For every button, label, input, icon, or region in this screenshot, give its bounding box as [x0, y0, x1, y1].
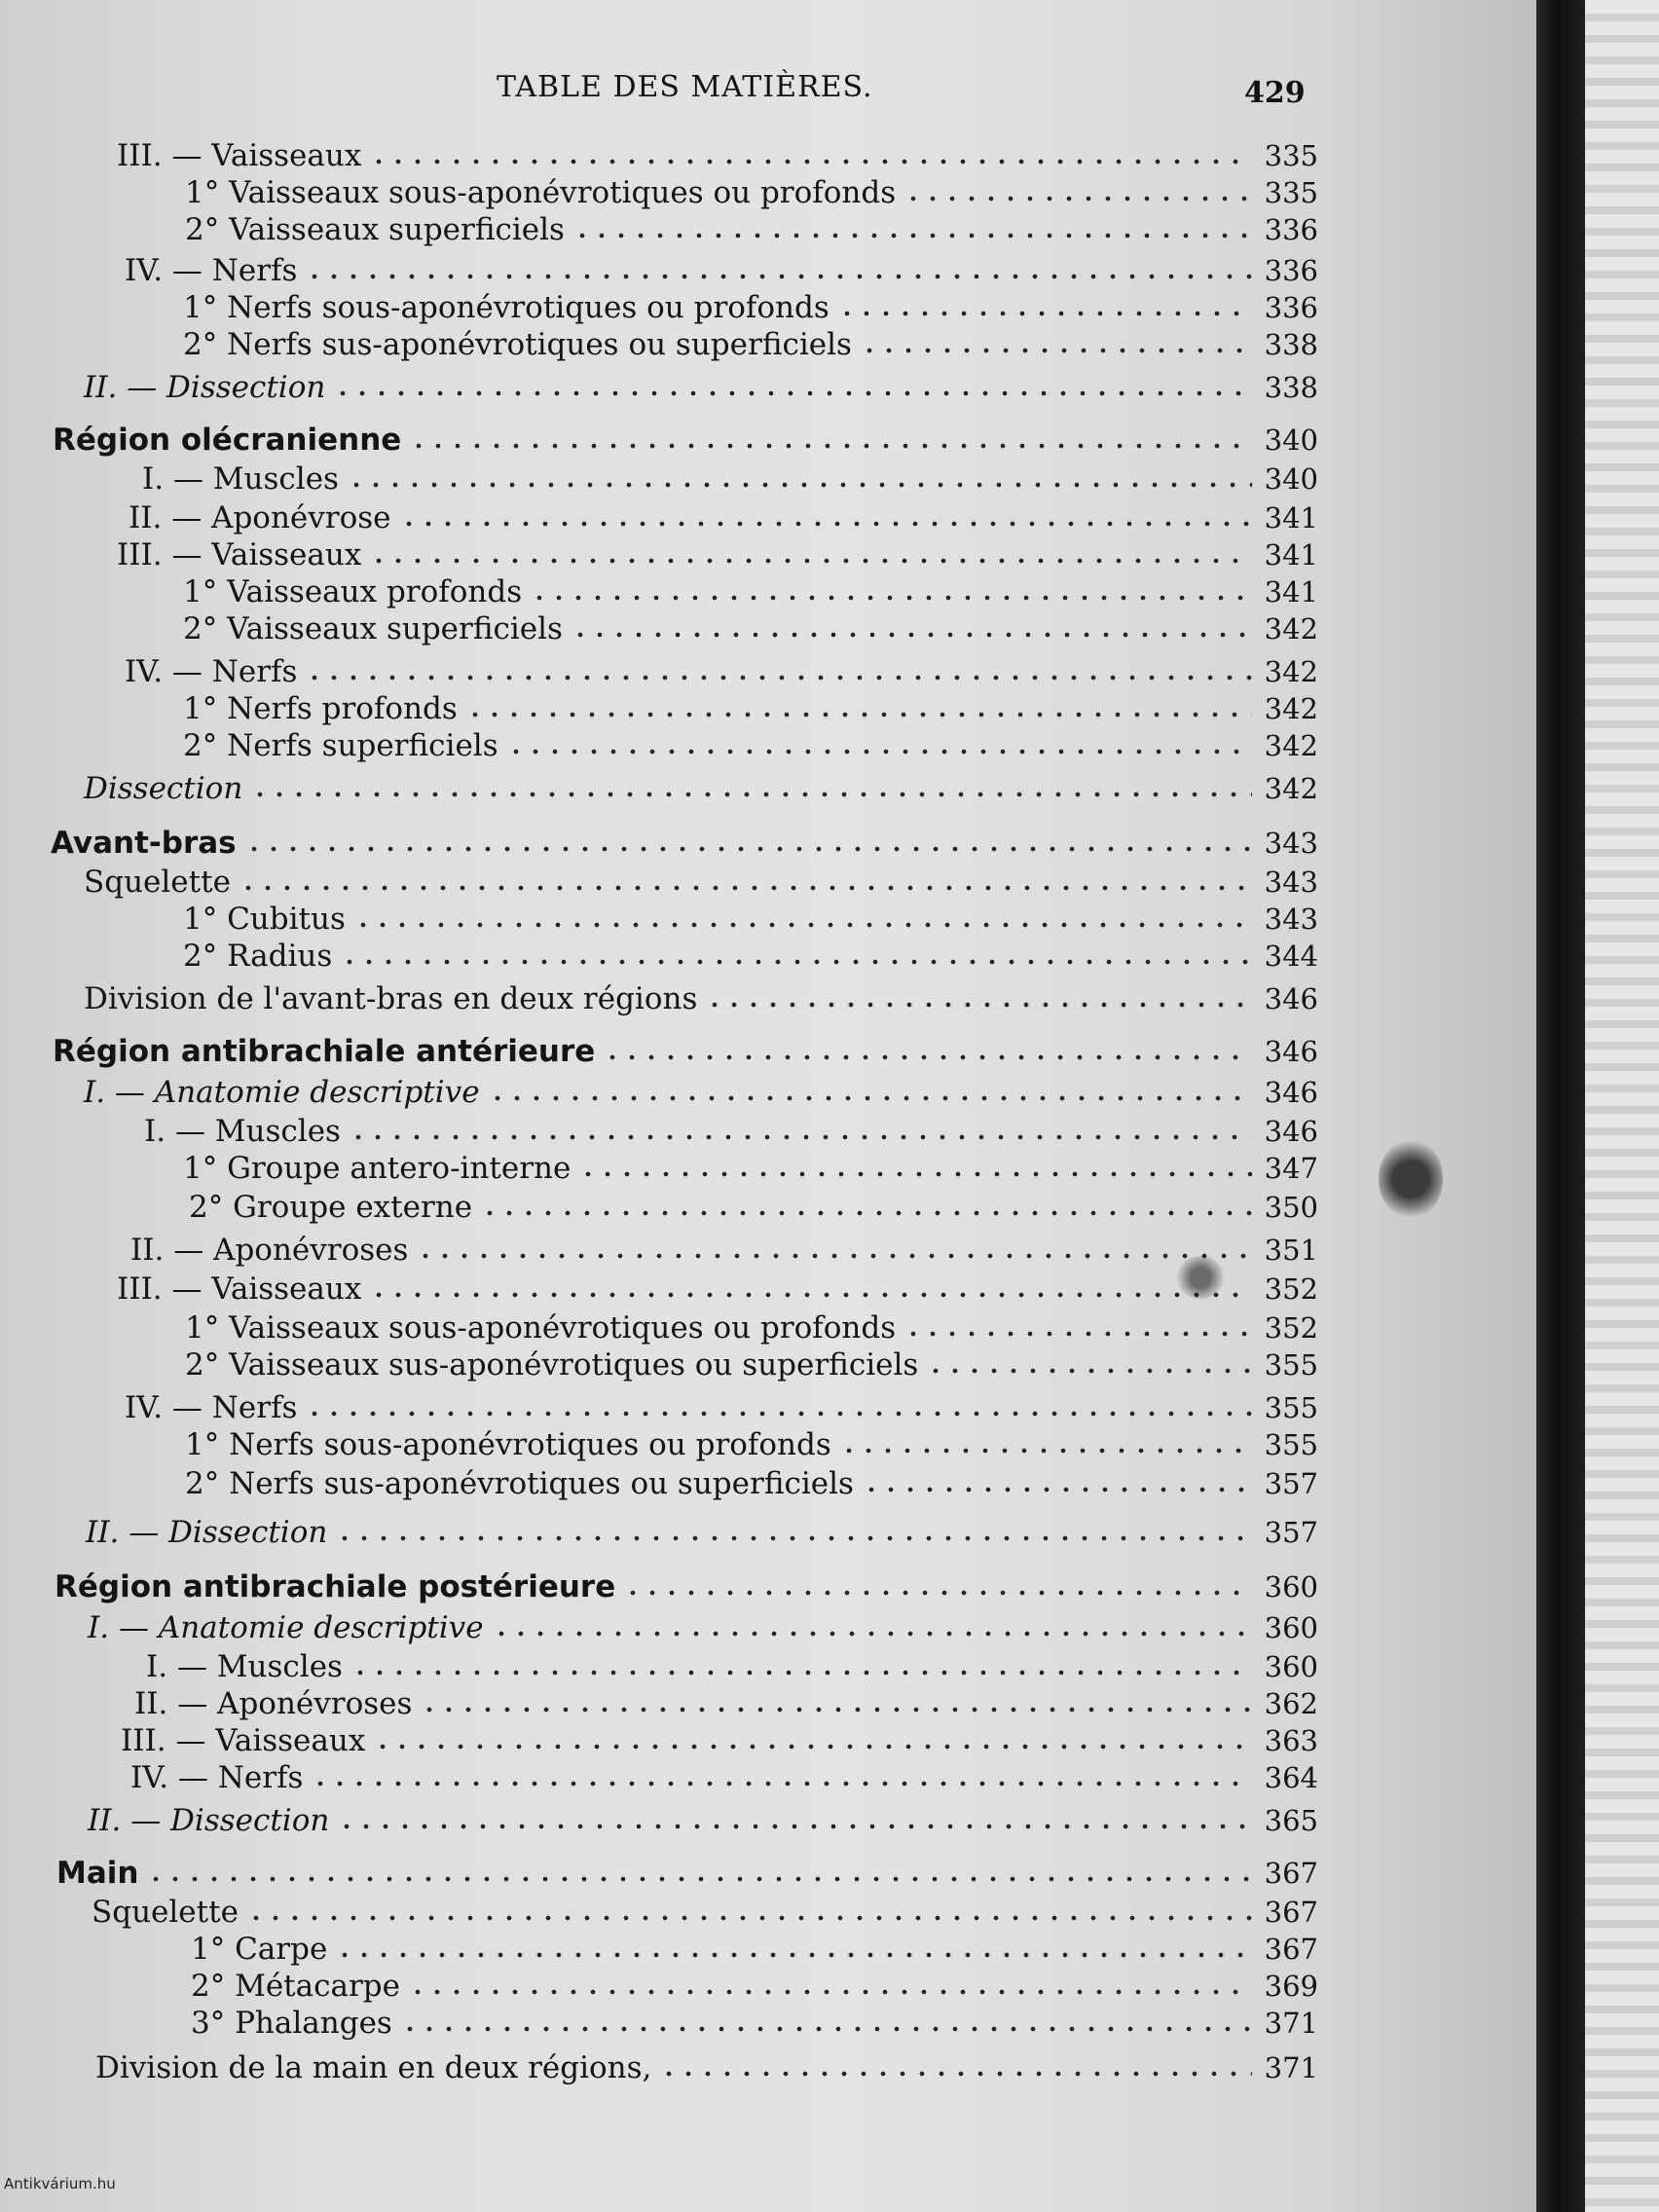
toc-entry: [183, 606, 1318, 646]
toc-entry: [121, 1717, 1318, 1758]
toc-entry-label: II. — Dissection: [86, 1515, 328, 1550]
toc-entry-page: 367: [1264, 1933, 1318, 1966]
toc-entry: [95, 2045, 1318, 2085]
dot-leader: [146, 1876, 1252, 1882]
dot-leader: [603, 1054, 1252, 1060]
running-title: TABLE DES MATIÈRES.: [497, 70, 873, 104]
dot-leader: [305, 675, 1252, 681]
dot-leader: [480, 1210, 1252, 1216]
toc-entry: [183, 284, 1318, 325]
toc-entry-label: 1° Vaisseaux sous-aponévrotiques ou profonds: [185, 1310, 897, 1346]
toc-entry-page: 346: [1264, 1035, 1318, 1068]
toc-entry-page: 371: [1264, 2007, 1318, 2040]
dot-leader: [373, 1744, 1252, 1750]
dot-leader: [349, 1134, 1252, 1140]
toc-entry-label: 2° Nerfs sus-aponévrotiques ou superficiels: [183, 327, 852, 362]
toc-entry-label: Division de la main en deux régions,: [95, 2050, 652, 2085]
toc-entry-page: 365: [1264, 1804, 1318, 1837]
dot-leader: [350, 1670, 1252, 1676]
dot-leader: [305, 274, 1252, 279]
toc-entry: [92, 1889, 1318, 1930]
dot-leader: [860, 348, 1252, 353]
toc-entry-page: 367: [1264, 1857, 1318, 1890]
toc-entry-page: 363: [1264, 1724, 1318, 1757]
toc-entry-page: 355: [1264, 1428, 1318, 1461]
toc-entry: [117, 132, 1318, 173]
toc-entry-page: 346: [1264, 1076, 1318, 1109]
toc-entry-page: 342: [1264, 772, 1318, 805]
toc-entry-page: 338: [1264, 328, 1318, 361]
toc-entry-label: 1° Vaisseaux sous-aponévrotiques ou profonds: [185, 175, 897, 210]
toc-entry: [88, 1797, 1318, 1838]
toc-entry-page: 343: [1264, 827, 1318, 860]
toc-entry: [117, 1266, 1318, 1307]
dot-leader: [488, 1095, 1252, 1101]
dot-leader: [837, 311, 1252, 316]
toc-entry-label: 1° Vaisseaux profonds: [183, 574, 523, 609]
toc-entry-page: 342: [1264, 612, 1318, 645]
dot-leader: [578, 1171, 1252, 1177]
toc-entry-page: 336: [1264, 291, 1318, 324]
toc-entry: [183, 1145, 1318, 1186]
dot-leader: [337, 1824, 1252, 1829]
toc-entry-page: 357: [1264, 1516, 1318, 1549]
dot-leader: [369, 1292, 1252, 1298]
toc-entry: [185, 1421, 1318, 1462]
toc-entry-page: 355: [1264, 1391, 1318, 1424]
toc-entry-label: Région antibrachiale antérieure: [53, 1034, 596, 1069]
dot-leader: [333, 390, 1252, 396]
toc-entry-page: 352: [1264, 1272, 1318, 1306]
toc-entry: [183, 685, 1318, 726]
toc-entry-page: 371: [1264, 2051, 1318, 2084]
dot-leader: [926, 1368, 1252, 1374]
toc-entry-label: Division de l'avant-bras en deux régions: [84, 981, 698, 1016]
toc-entry-label: IV. — Nerfs: [125, 253, 298, 288]
toc-entry-label: 1° Nerfs sous-aponévrotiques ou profonds: [185, 1427, 831, 1462]
toc-entry-page: 338: [1264, 371, 1318, 404]
toc-entry-label: IV. — Nerfs: [125, 1390, 298, 1425]
toc-entry: [191, 2000, 1318, 2041]
toc-entry: [53, 417, 1318, 458]
toc-entry-label: 2° Nerfs superficiels: [183, 728, 498, 763]
dot-leader: [506, 749, 1252, 755]
toc-entry-label: II. — Aponévroses: [134, 1686, 413, 1721]
dot-leader: [903, 196, 1252, 202]
toc-entry: [142, 456, 1318, 497]
dot-leader: [239, 885, 1252, 891]
toc-entry-page: 360: [1264, 1650, 1318, 1683]
page-number: 429: [1244, 76, 1306, 110]
dot-leader: [530, 595, 1252, 601]
toc-entry-label: Avant-bras: [51, 826, 237, 861]
dot-leader: [492, 1631, 1252, 1637]
toc-entry-label: Dissection: [84, 771, 243, 806]
toc-entry-page: 346: [1264, 1115, 1318, 1148]
dot-leader: [705, 1002, 1252, 1008]
toc-entry: [86, 1509, 1318, 1550]
toc-entry-label: 1° Cubitus: [183, 902, 346, 937]
dot-leader: [408, 1989, 1252, 1995]
dot-leader: [250, 792, 1252, 797]
toc-entry-page: 335: [1264, 139, 1318, 172]
dot-leader: [571, 632, 1252, 638]
toc-entry-page: 352: [1264, 1311, 1318, 1345]
toc-entry-page: 340: [1264, 424, 1318, 457]
toc-entry: [129, 495, 1318, 535]
dot-leader: [335, 1952, 1252, 1958]
toc-entry: [144, 1108, 1318, 1149]
toc-entry: [189, 1184, 1318, 1225]
toc-entry: [88, 1604, 1318, 1645]
toc-entry-page: 360: [1264, 1611, 1318, 1644]
toc-entry-page: 369: [1264, 1970, 1318, 2003]
toc-entry: [134, 1680, 1318, 1721]
toc-entry: [117, 532, 1318, 572]
toc-entry: [51, 820, 1318, 861]
toc-entry-label: III. — Vaisseaux: [117, 537, 362, 572]
toc-entry-label: 2° Métacarpe: [191, 1969, 400, 2004]
book-binding: [1536, 0, 1585, 2212]
toc-entry: [84, 976, 1318, 1016]
watermark: Antikvárium.hu: [4, 2175, 116, 2193]
toc-entry: [183, 569, 1318, 609]
ink-stain: [1379, 1139, 1443, 1219]
toc-entry-label: III. — Vaisseaux: [121, 1723, 366, 1758]
toc-entry-page: 351: [1264, 1234, 1318, 1267]
toc-entry-label: I. — Muscles: [144, 1114, 341, 1149]
toc-entry-page: 343: [1264, 903, 1318, 936]
toc-entry-label: 1° Groupe antero-interne: [183, 1151, 571, 1186]
dot-leader: [311, 1781, 1252, 1787]
toc-entry: [146, 1643, 1318, 1684]
toc-entry-page: 355: [1264, 1348, 1318, 1382]
toc-entry-label: Squelette: [84, 865, 231, 900]
dot-leader: [347, 482, 1252, 488]
dot-leader: [659, 2071, 1252, 2077]
toc-entry: [84, 364, 1318, 405]
toc-entry-label: Main: [56, 1856, 139, 1891]
toc-entry: [125, 1384, 1318, 1425]
toc-entry-page: 343: [1264, 866, 1318, 899]
toc-entry: [185, 1460, 1318, 1501]
toc-entry-label: 1° Nerfs sous-aponévrotiques ou profonds: [183, 290, 830, 325]
dot-leader: [353, 922, 1252, 928]
toc-entry: [53, 1028, 1318, 1069]
toc-entry: [130, 1227, 1318, 1268]
toc-entry-label: 2° Nerfs sus-aponévrotiques ou superficiels: [185, 1466, 854, 1501]
toc-entry-label: II. — Dissection: [88, 1803, 330, 1838]
dot-leader: [416, 1253, 1252, 1259]
toc-entry-label: 1° Carpe: [191, 1932, 328, 1967]
toc-entry: [125, 648, 1318, 689]
toc-entry-page: 342: [1264, 729, 1318, 762]
dot-leader: [409, 443, 1252, 449]
toc-entry-label: I. — Anatomie descriptive: [84, 1075, 480, 1110]
toc-entry-label: IV. — Nerfs: [125, 654, 298, 689]
toc-entry-page: 350: [1264, 1191, 1318, 1224]
dot-leader: [369, 558, 1252, 564]
toc-entry: [183, 896, 1318, 937]
dot-leader: [465, 712, 1252, 718]
toc-entry: [185, 206, 1318, 247]
toc-entry-label: IV. — Nerfs: [130, 1760, 304, 1795]
toc-entry-label: 2° Groupe externe: [189, 1190, 473, 1225]
toc-entry-page: 335: [1264, 176, 1318, 209]
toc-entry: [185, 1342, 1318, 1382]
page-stack-edge: [1585, 0, 1659, 2212]
toc-entry-page: 367: [1264, 1896, 1318, 1929]
toc-entry-label: 3° Phalanges: [191, 2006, 392, 2041]
dot-leader: [340, 959, 1252, 965]
toc-entry-label: Région antibrachiale postérieure: [55, 1569, 616, 1604]
toc-entry-label: I. — Anatomie descriptive: [88, 1610, 484, 1645]
dot-leader: [305, 1411, 1252, 1417]
dot-leader: [335, 1535, 1252, 1541]
toc-entry: [191, 1926, 1318, 1967]
toc-entry-page: 336: [1264, 254, 1318, 287]
toc-entry: [55, 1564, 1318, 1604]
toc-entry: [130, 1754, 1318, 1795]
toc-entry-label: II. — Aponévrose: [129, 500, 391, 535]
dot-leader: [244, 846, 1252, 852]
dot-leader: [420, 1707, 1252, 1713]
dot-leader: [623, 1590, 1252, 1596]
toc-entry-label: III. — Vaisseaux: [117, 1272, 362, 1307]
toc-entry-page: 340: [1264, 462, 1318, 496]
toc-entry: [191, 1963, 1318, 2004]
toc-entry-page: 341: [1264, 575, 1318, 608]
dot-leader: [572, 233, 1252, 239]
toc-entry: [183, 321, 1318, 362]
toc-entry-label: 2° Vaisseaux superficiels: [183, 611, 563, 646]
toc-entry: [183, 933, 1318, 974]
toc-entry-label: Région olécranienne: [53, 423, 402, 458]
toc-entry-label: II. — Aponévroses: [130, 1233, 409, 1268]
toc-entry-page: 357: [1264, 1467, 1318, 1500]
dot-leader: [400, 2026, 1252, 2032]
toc-entry-label: III. — Vaisseaux: [117, 138, 362, 173]
dot-leader: [399, 521, 1252, 527]
dot-leader: [839, 1448, 1252, 1454]
toc-entry-page: 341: [1264, 538, 1318, 571]
toc-entry-label: 2° Vaisseaux superficiels: [185, 212, 565, 247]
dot-leader: [903, 1331, 1252, 1337]
toc-entry-label: 2° Radius: [183, 939, 333, 974]
toc-entry: [185, 169, 1318, 210]
toc-entry: [185, 1305, 1318, 1346]
dot-leader: [862, 1487, 1252, 1493]
toc-entry-page: 342: [1264, 655, 1318, 688]
toc-entry: [84, 765, 1318, 806]
toc-entry-label: II. — Dissection: [84, 370, 326, 405]
toc-entry-page: 341: [1264, 501, 1318, 535]
toc-entry-label: 1° Nerfs profonds: [183, 691, 458, 726]
toc-entry: [56, 1850, 1318, 1891]
toc-entry-label: 2° Vaisseaux sus-aponévrotiques ou superficiels: [185, 1347, 919, 1382]
toc-entry-page: 364: [1264, 1761, 1318, 1794]
toc-entry-page: 336: [1264, 213, 1318, 246]
toc-entry-label: Squelette: [92, 1895, 239, 1930]
dot-leader: [246, 1915, 1252, 1921]
toc-entry-page: 344: [1264, 940, 1318, 973]
toc-entry: [84, 1069, 1318, 1110]
toc-entry-label: I. — Muscles: [142, 461, 339, 497]
toc-entry: [125, 247, 1318, 288]
toc-entry-label: I. — Muscles: [146, 1649, 343, 1684]
toc-entry: [183, 722, 1318, 763]
dot-leader: [369, 159, 1252, 165]
toc-entry-page: 346: [1264, 982, 1318, 1015]
toc-entry-page: 360: [1264, 1570, 1318, 1604]
toc-entry: [84, 859, 1318, 900]
toc-entry-page: 347: [1264, 1152, 1318, 1185]
toc-entry-page: 342: [1264, 692, 1318, 725]
toc-entry-page: 362: [1264, 1687, 1318, 1720]
